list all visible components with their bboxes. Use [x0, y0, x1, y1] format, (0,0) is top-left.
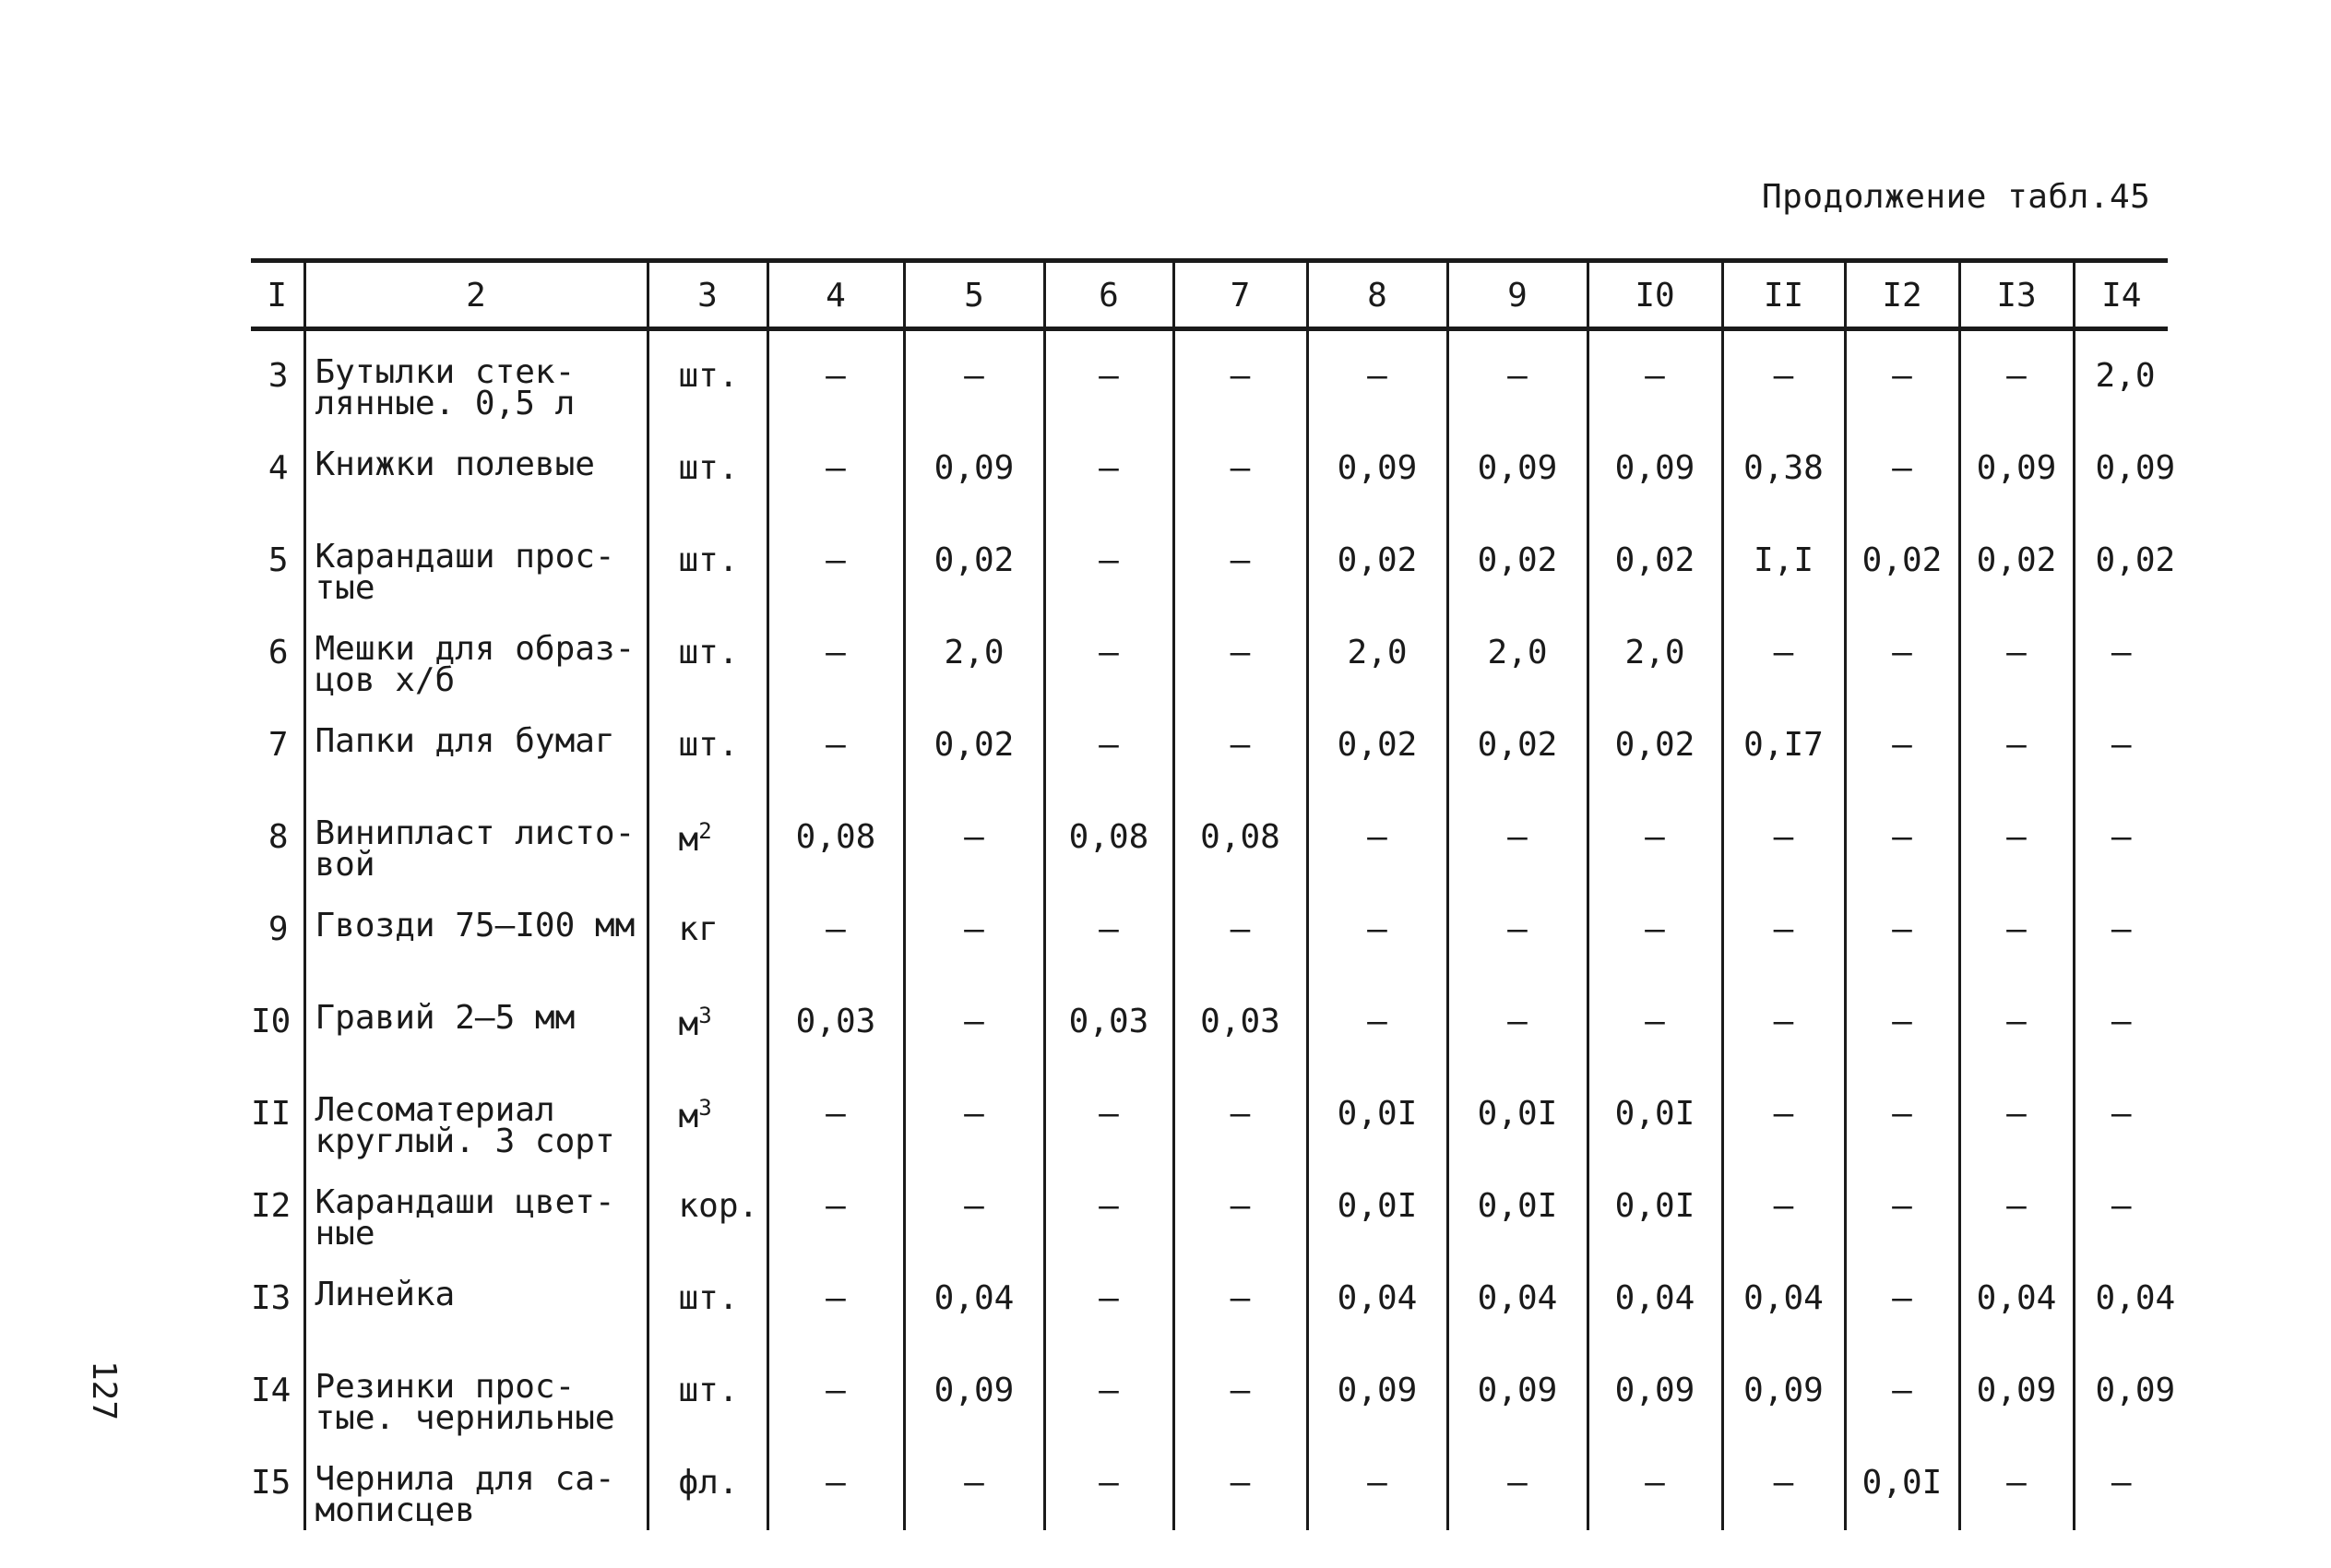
- value-cell-col-4: –: [767, 608, 904, 700]
- value-cell-col-7: 0,08: [1173, 792, 1307, 885]
- row-number: 9: [268, 910, 289, 948]
- value-cell-col-4: 0,03: [767, 977, 904, 1069]
- value-cell-col-10: –: [1588, 977, 1722, 1069]
- table-row: [251, 1346, 2168, 1438]
- value-cell-col-11: –: [1722, 885, 1845, 977]
- value-cell-col-5: 0,04: [904, 1253, 1044, 1346]
- unit-text: шт.: [678, 634, 739, 671]
- column-header-5: 5: [904, 258, 1044, 329]
- item-name: [304, 1438, 648, 1530]
- value-cell-col-12: –: [1845, 329, 1959, 424]
- value-cell-col-8: –: [1307, 329, 1447, 424]
- value-cell-col-7: –: [1173, 329, 1307, 424]
- item-name-line: Чернила для са-: [315, 1460, 615, 1498]
- item-name: [304, 1161, 648, 1253]
- value-cell-col-5: 0,02: [904, 700, 1044, 792]
- value-cell-col-6: –: [1044, 608, 1173, 700]
- value-cell-col-8: 0,0I: [1307, 1069, 1447, 1161]
- value-cell-col-6: –: [1044, 700, 1173, 792]
- unit-exponent: 3: [698, 1095, 712, 1121]
- value-cell-col-6: –: [1044, 885, 1173, 977]
- row-number: I2: [251, 1187, 291, 1225]
- item-name-line: Винипласт листо-: [315, 814, 636, 852]
- value-cell-col-9: 0,02: [1447, 516, 1588, 608]
- unit-text: шт.: [678, 541, 739, 579]
- value-cell-col-9: –: [1447, 792, 1588, 885]
- item-name-line: тые: [315, 569, 375, 607]
- value-cell-col-7: –: [1173, 608, 1307, 700]
- unit-cell: [648, 423, 767, 516]
- item-name-line: мописцев: [315, 1491, 475, 1529]
- value-cell-col-7: –: [1173, 423, 1307, 516]
- item-name: [304, 516, 648, 608]
- value-cell-col-4: –: [767, 329, 904, 424]
- unit-cell: [648, 1161, 767, 1253]
- value-cell-col-10: –: [1588, 329, 1722, 424]
- value-cell-col-13: –: [1959, 1438, 2074, 1530]
- value-cell-col-13: –: [1959, 792, 2074, 885]
- value-cell-col-5: –: [904, 329, 1044, 424]
- value-cell-col-7: –: [1173, 700, 1307, 792]
- column-header-4: 4: [767, 258, 904, 329]
- value-cell-col-11: 0,38: [1722, 423, 1845, 516]
- unit-cell: [648, 1346, 767, 1438]
- value-cell-col-5: –: [904, 792, 1044, 885]
- unit-text: шт.: [678, 1279, 739, 1317]
- value-cell-col-9: 0,04: [1447, 1253, 1588, 1346]
- unit-text: шт.: [678, 357, 739, 395]
- value-cell-col-4: –: [767, 1253, 904, 1346]
- value-cell-col-11: 0,I7: [1722, 700, 1845, 792]
- row-number: I4: [251, 1372, 291, 1409]
- column-header-12: I2: [1845, 258, 1959, 329]
- value-cell-col-4: –: [767, 1438, 904, 1530]
- value-cell-col-11: –: [1722, 977, 1845, 1069]
- value-cell-col-14: –: [2074, 700, 2168, 792]
- unit-exponent: 3: [698, 1003, 712, 1028]
- item-name-line: Резинки прос-: [315, 1368, 576, 1406]
- item-name: [304, 608, 648, 700]
- value-cell-col-4: –: [767, 885, 904, 977]
- value-cell-col-11: –: [1722, 1161, 1845, 1253]
- value-cell-col-10: 0,02: [1588, 516, 1722, 608]
- value-cell-col-13: –: [1959, 1161, 2074, 1253]
- value-cell-col-14: 2,0: [2074, 329, 2168, 424]
- value-cell-col-9: –: [1447, 885, 1588, 977]
- unit-cell: [648, 977, 767, 1069]
- value-cell-col-12: –: [1845, 700, 1959, 792]
- value-cell-col-11: –: [1722, 329, 1845, 424]
- value-cell-col-12: –: [1845, 977, 1959, 1069]
- table-caption: Продолжение табл.45: [1762, 178, 2151, 216]
- table-row: [251, 1253, 2168, 1346]
- value-cell-col-6: 0,03: [1044, 977, 1173, 1069]
- item-name-line: Книжки полевые: [315, 445, 595, 483]
- row-number: II: [251, 1095, 291, 1133]
- page-number: 127: [85, 1360, 123, 1421]
- value-cell-col-8: 2,0: [1307, 608, 1447, 700]
- value-cell-col-5: 0,09: [904, 1346, 1044, 1438]
- item-name-line: Папки для бумаг: [315, 722, 615, 760]
- unit-cell: [648, 700, 767, 792]
- value-cell-col-5: –: [904, 977, 1044, 1069]
- value-cell-col-6: –: [1044, 1253, 1173, 1346]
- value-cell-col-6: –: [1044, 423, 1173, 516]
- value-cell-col-6: 0,08: [1044, 792, 1173, 885]
- row-number: 4: [268, 449, 289, 487]
- value-cell-col-10: 0,04: [1588, 1253, 1722, 1346]
- unit-text: кг: [678, 910, 719, 948]
- value-cell-col-7: 0,03: [1173, 977, 1307, 1069]
- column-header-13: I3: [1959, 258, 2074, 329]
- unit-text: шт.: [678, 1372, 739, 1409]
- value-cell-col-4: 0,08: [767, 792, 904, 885]
- unit-text: м: [678, 821, 699, 859]
- value-cell-col-12: –: [1845, 423, 1959, 516]
- value-cell-col-5: –: [904, 1438, 1044, 1530]
- unit-cell: [648, 792, 767, 885]
- value-cell-col-13: 0,09: [1959, 423, 2074, 516]
- value-cell-col-10: 0,0I: [1588, 1069, 1722, 1161]
- column-header-6: 6: [1044, 258, 1173, 329]
- table-row: [251, 1161, 2168, 1253]
- value-cell-col-6: –: [1044, 1161, 1173, 1253]
- item-name-line: Лесоматериал: [315, 1091, 555, 1129]
- value-cell-col-4: –: [767, 1346, 904, 1438]
- item-name-line: Бутылки стек-: [315, 353, 576, 391]
- value-cell-col-13: –: [1959, 700, 2074, 792]
- unit-text: м: [678, 1098, 699, 1135]
- value-cell-col-7: –: [1173, 1438, 1307, 1530]
- value-cell-col-12: –: [1845, 1161, 1959, 1253]
- column-header-11: II: [1722, 258, 1845, 329]
- value-cell-col-12: –: [1845, 1069, 1959, 1161]
- value-cell-col-9: 0,0I: [1447, 1069, 1588, 1161]
- item-name: [304, 329, 648, 424]
- table-row: [251, 516, 2168, 608]
- value-cell-col-7: –: [1173, 885, 1307, 977]
- table-row: [251, 608, 2168, 700]
- value-cell-col-10: 0,09: [1588, 1346, 1722, 1438]
- value-cell-col-9: 0,02: [1447, 700, 1588, 792]
- value-cell-col-14: 0,02: [2074, 516, 2168, 608]
- row-number: 3: [268, 357, 289, 395]
- table-row: [251, 792, 2168, 885]
- unit-text: шт.: [678, 726, 739, 764]
- table-row: [251, 329, 2168, 424]
- item-name-line: Линейка: [315, 1276, 456, 1313]
- row-number: 5: [268, 541, 289, 579]
- data-table: [251, 258, 2176, 1530]
- row-number: 7: [268, 726, 289, 764]
- value-cell-col-5: –: [904, 885, 1044, 977]
- row-number: I5: [251, 1464, 291, 1502]
- value-cell-col-4: –: [767, 516, 904, 608]
- value-cell-col-13: 0,02: [1959, 516, 2074, 608]
- unit-cell: [648, 516, 767, 608]
- value-cell-col-6: –: [1044, 1438, 1173, 1530]
- item-name-line: вой: [315, 846, 375, 884]
- column-header-10: I0: [1588, 258, 1722, 329]
- value-cell-col-7: –: [1173, 1069, 1307, 1161]
- item-name-line: Мешки для образ-: [315, 630, 636, 668]
- value-cell-col-11: –: [1722, 1069, 1845, 1161]
- value-cell-col-13: –: [1959, 329, 2074, 424]
- table-body: [251, 329, 2176, 1531]
- value-cell-col-10: 0,02: [1588, 700, 1722, 792]
- value-cell-col-12: 0,0I: [1845, 1438, 1959, 1530]
- table-row: [251, 700, 2168, 792]
- unit-cell: [648, 329, 767, 424]
- value-cell-col-9: 0,0I: [1447, 1161, 1588, 1253]
- item-name-line: Карандаши прос-: [315, 538, 615, 576]
- value-cell-col-4: –: [767, 1161, 904, 1253]
- item-name: [304, 423, 648, 516]
- value-cell-col-6: –: [1044, 1069, 1173, 1161]
- value-cell-col-14: –: [2074, 1438, 2168, 1530]
- item-name-line: Гравий 2–5 мм: [315, 999, 576, 1037]
- value-cell-col-6: –: [1044, 516, 1173, 608]
- value-cell-col-8: 0,04: [1307, 1253, 1447, 1346]
- value-cell-col-7: –: [1173, 1161, 1307, 1253]
- value-cell-col-11: 0,09: [1722, 1346, 1845, 1438]
- header-row: [251, 258, 2168, 329]
- value-cell-col-12: –: [1845, 1346, 1959, 1438]
- item-name-line: круглый. 3 сорт: [315, 1123, 615, 1160]
- item-name-line: Карандаши цвет-: [315, 1183, 615, 1221]
- value-cell-col-12: –: [1845, 1253, 1959, 1346]
- table-row: [251, 1069, 2168, 1161]
- unit-text: кор.: [678, 1187, 759, 1225]
- value-cell-col-13: –: [1959, 977, 2074, 1069]
- item-name: [304, 792, 648, 885]
- item-name-line: тые. чернильные: [315, 1399, 615, 1437]
- unit-exponent: 2: [698, 818, 712, 844]
- value-cell-col-5: –: [904, 1069, 1044, 1161]
- value-cell-col-13: –: [1959, 1069, 2074, 1161]
- data-table-wrapper: [251, 258, 2176, 1530]
- value-cell-col-10: 0,09: [1588, 423, 1722, 516]
- item-name: [304, 1069, 648, 1161]
- value-cell-col-11: –: [1722, 1438, 1845, 1530]
- value-cell-col-14: –: [2074, 608, 2168, 700]
- value-cell-col-4: –: [767, 1069, 904, 1161]
- item-name-line: цов х/б: [315, 661, 456, 699]
- value-cell-col-8: 0,09: [1307, 1346, 1447, 1438]
- value-cell-col-13: 0,04: [1959, 1253, 2074, 1346]
- value-cell-col-8: –: [1307, 885, 1447, 977]
- value-cell-col-12: –: [1845, 885, 1959, 977]
- unit-cell: [648, 1069, 767, 1161]
- value-cell-col-7: –: [1173, 1346, 1307, 1438]
- table-row: [251, 1438, 2168, 1530]
- table-row: [251, 423, 2168, 516]
- value-cell-col-6: –: [1044, 1346, 1173, 1438]
- column-header-9: 9: [1447, 258, 1588, 329]
- value-cell-col-4: –: [767, 700, 904, 792]
- value-cell-col-5: 0,09: [904, 423, 1044, 516]
- value-cell-col-9: –: [1447, 1438, 1588, 1530]
- column-header-1: I: [251, 258, 304, 329]
- value-cell-col-13: 0,09: [1959, 1346, 2074, 1438]
- column-header-2: 2: [304, 258, 648, 329]
- item-name: [304, 1253, 648, 1346]
- value-cell-col-14: –: [2074, 977, 2168, 1069]
- value-cell-col-9: 0,09: [1447, 423, 1588, 516]
- value-cell-col-10: –: [1588, 885, 1722, 977]
- row-number: I0: [251, 1003, 291, 1040]
- table-row: [251, 977, 2168, 1069]
- unit-cell: [648, 608, 767, 700]
- value-cell-col-8: –: [1307, 792, 1447, 885]
- unit-cell: [648, 1438, 767, 1530]
- value-cell-col-11: –: [1722, 792, 1845, 885]
- value-cell-col-14: 0,09: [2074, 423, 2168, 516]
- value-cell-col-14: –: [2074, 792, 2168, 885]
- row-number: 8: [268, 818, 289, 856]
- column-header-3: 3: [648, 258, 767, 329]
- row-number: 6: [268, 634, 289, 671]
- value-cell-col-14: –: [2074, 885, 2168, 977]
- value-cell-col-9: –: [1447, 977, 1588, 1069]
- value-cell-col-10: 0,0I: [1588, 1161, 1722, 1253]
- value-cell-col-7: –: [1173, 516, 1307, 608]
- item-name: [304, 885, 648, 977]
- item-name: [304, 1346, 648, 1438]
- value-cell-col-12: 0,02: [1845, 516, 1959, 608]
- value-cell-col-5: 2,0: [904, 608, 1044, 700]
- value-cell-col-6: –: [1044, 329, 1173, 424]
- unit-text: м: [678, 1005, 699, 1043]
- value-cell-col-12: –: [1845, 792, 1959, 885]
- column-header-14: I4: [2074, 258, 2168, 329]
- item-name-line: лянные. 0,5 л: [315, 385, 576, 422]
- value-cell-col-11: I,I: [1722, 516, 1845, 608]
- unit-cell: [648, 885, 767, 977]
- row-number: I3: [251, 1279, 291, 1317]
- value-cell-col-8: 0,02: [1307, 700, 1447, 792]
- item-name-line: Гвозди 75–I00 мм: [315, 907, 636, 944]
- value-cell-col-5: 0,02: [904, 516, 1044, 608]
- value-cell-col-13: –: [1959, 608, 2074, 700]
- value-cell-col-11: –: [1722, 608, 1845, 700]
- value-cell-col-10: –: [1588, 1438, 1722, 1530]
- value-cell-col-9: –: [1447, 329, 1588, 424]
- value-cell-col-8: 0,09: [1307, 423, 1447, 516]
- item-name: [304, 977, 648, 1069]
- value-cell-col-9: 2,0: [1447, 608, 1588, 700]
- column-header-8: 8: [1307, 258, 1447, 329]
- value-cell-col-14: 0,09: [2074, 1346, 2168, 1438]
- value-cell-col-8: 0,02: [1307, 516, 1447, 608]
- value-cell-col-8: 0,0I: [1307, 1161, 1447, 1253]
- table-row: [251, 885, 2168, 977]
- value-cell-col-10: –: [1588, 792, 1722, 885]
- value-cell-col-10: 2,0: [1588, 608, 1722, 700]
- column-header-7: 7: [1173, 258, 1307, 329]
- item-name-line: ные: [315, 1215, 375, 1253]
- value-cell-col-14: –: [2074, 1161, 2168, 1253]
- unit-text: шт.: [678, 449, 739, 487]
- item-name: [304, 700, 648, 792]
- unit-text: фл.: [678, 1464, 739, 1502]
- value-cell-col-8: –: [1307, 1438, 1447, 1530]
- value-cell-col-13: –: [1959, 885, 2074, 977]
- value-cell-col-5: –: [904, 1161, 1044, 1253]
- value-cell-col-9: 0,09: [1447, 1346, 1588, 1438]
- value-cell-col-14: –: [2074, 1069, 2168, 1161]
- value-cell-col-4: –: [767, 423, 904, 516]
- value-cell-col-14: 0,04: [2074, 1253, 2168, 1346]
- value-cell-col-12: –: [1845, 608, 1959, 700]
- value-cell-col-7: –: [1173, 1253, 1307, 1346]
- value-cell-col-8: –: [1307, 977, 1447, 1069]
- value-cell-col-11: 0,04: [1722, 1253, 1845, 1346]
- unit-cell: [648, 1253, 767, 1346]
